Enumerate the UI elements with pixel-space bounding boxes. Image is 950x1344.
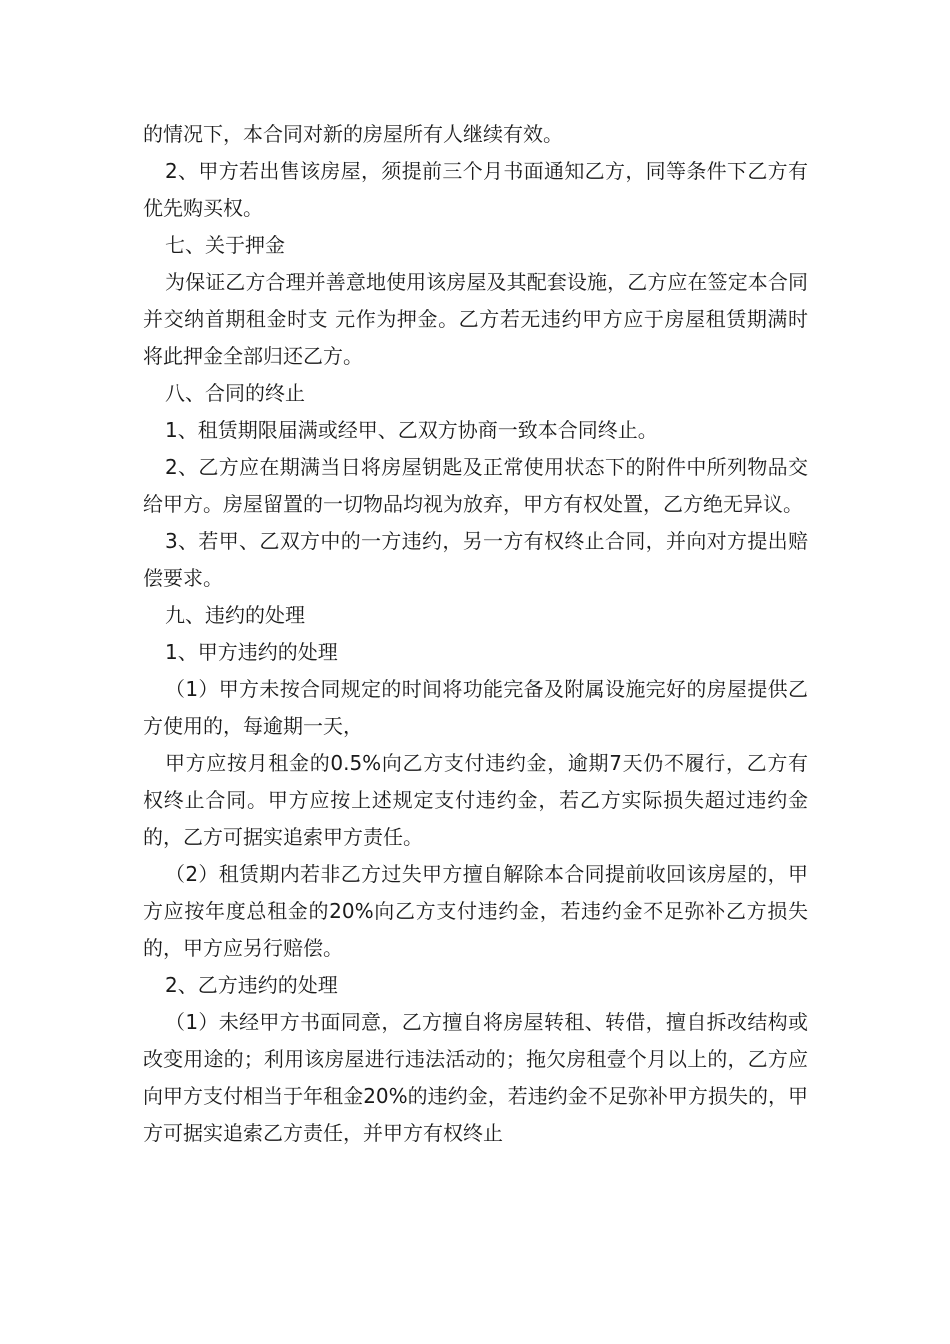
paragraph-termination-1: 1、租赁期限届满或经甲、乙双方协商一致本合同终止。 xyxy=(165,418,658,442)
subheading-party-b-breach: 2、乙方违约的处理 xyxy=(165,973,338,997)
paragraph-termination-2: 2、乙方应在期满当日将房屋钥匙及正常使用状态下的附件中所列物品交给甲方。房屋留置的一切物品均视为放弃，甲方有权处置，乙方绝无异议。 xyxy=(143,455,808,516)
paragraph-sale-notice: 2、甲方若出售该房屋，须提前三个月书面通知乙方，同等条件下乙方有优先购买权。 xyxy=(143,159,808,220)
paragraph-party-a-breach-2: （2）租赁期内若非乙方过失甲方擅自解除本合同提前收回该房屋的，甲方应按年度总租金的20%向乙方支付违约金，若违约金不足弥补乙方损失的，甲方应另行赔偿。 xyxy=(143,862,808,960)
section-heading-breach: 九、违约的处理 xyxy=(165,603,305,627)
paragraph-party-a-breach-1: （1）甲方未按合同规定的时间将功能完备及附属设施完好的房屋提供乙方使用的，每逾期一天， xyxy=(143,677,808,738)
section-heading-deposit: 七、关于押金 xyxy=(165,233,285,257)
subheading-party-a-breach: 1、甲方违约的处理 xyxy=(165,640,338,664)
document-body xyxy=(143,116,808,1152)
paragraph-continuation: 的情况下，本合同对新的房屋所有人继续有效。 xyxy=(143,122,563,146)
paragraph-party-a-penalty: 甲方应按月租金的0.5%向乙方支付违约金，逾期7天仍不履行，乙方有权终止合同。甲方应按上述规定支付违约金，若乙方实际损失超过违约金的，乙方可据实追索甲方责任。 xyxy=(143,751,808,849)
paragraph-termination-3: 3、若甲、乙双方中的一方违约，另一方有权终止合同，并向对方提出赔偿要求。 xyxy=(143,529,808,590)
section-heading-termination: 八、合同的终止 xyxy=(165,381,305,405)
paragraph-party-b-breach-1: （1）未经甲方书面同意，乙方擅自将房屋转租、转借，擅自拆改结构或改变用途的；利用该房屋进行违法活动的；拖欠房租壹个月以上的，乙方应向甲方支付相当于年租金20%的违约金，若违约金不足弥补甲方损失的，甲方可据实追索乙方责任，并甲方有权终止 xyxy=(143,1010,808,1145)
paragraph-deposit: 为保证乙方合理并善意地使用该房屋及其配套设施，乙方应在签定本合同并交纳首期租金时支 元作为押金。乙方若无违约甲方应于房屋租赁期满时将此押金全部归还乙方。 xyxy=(143,270,808,368)
